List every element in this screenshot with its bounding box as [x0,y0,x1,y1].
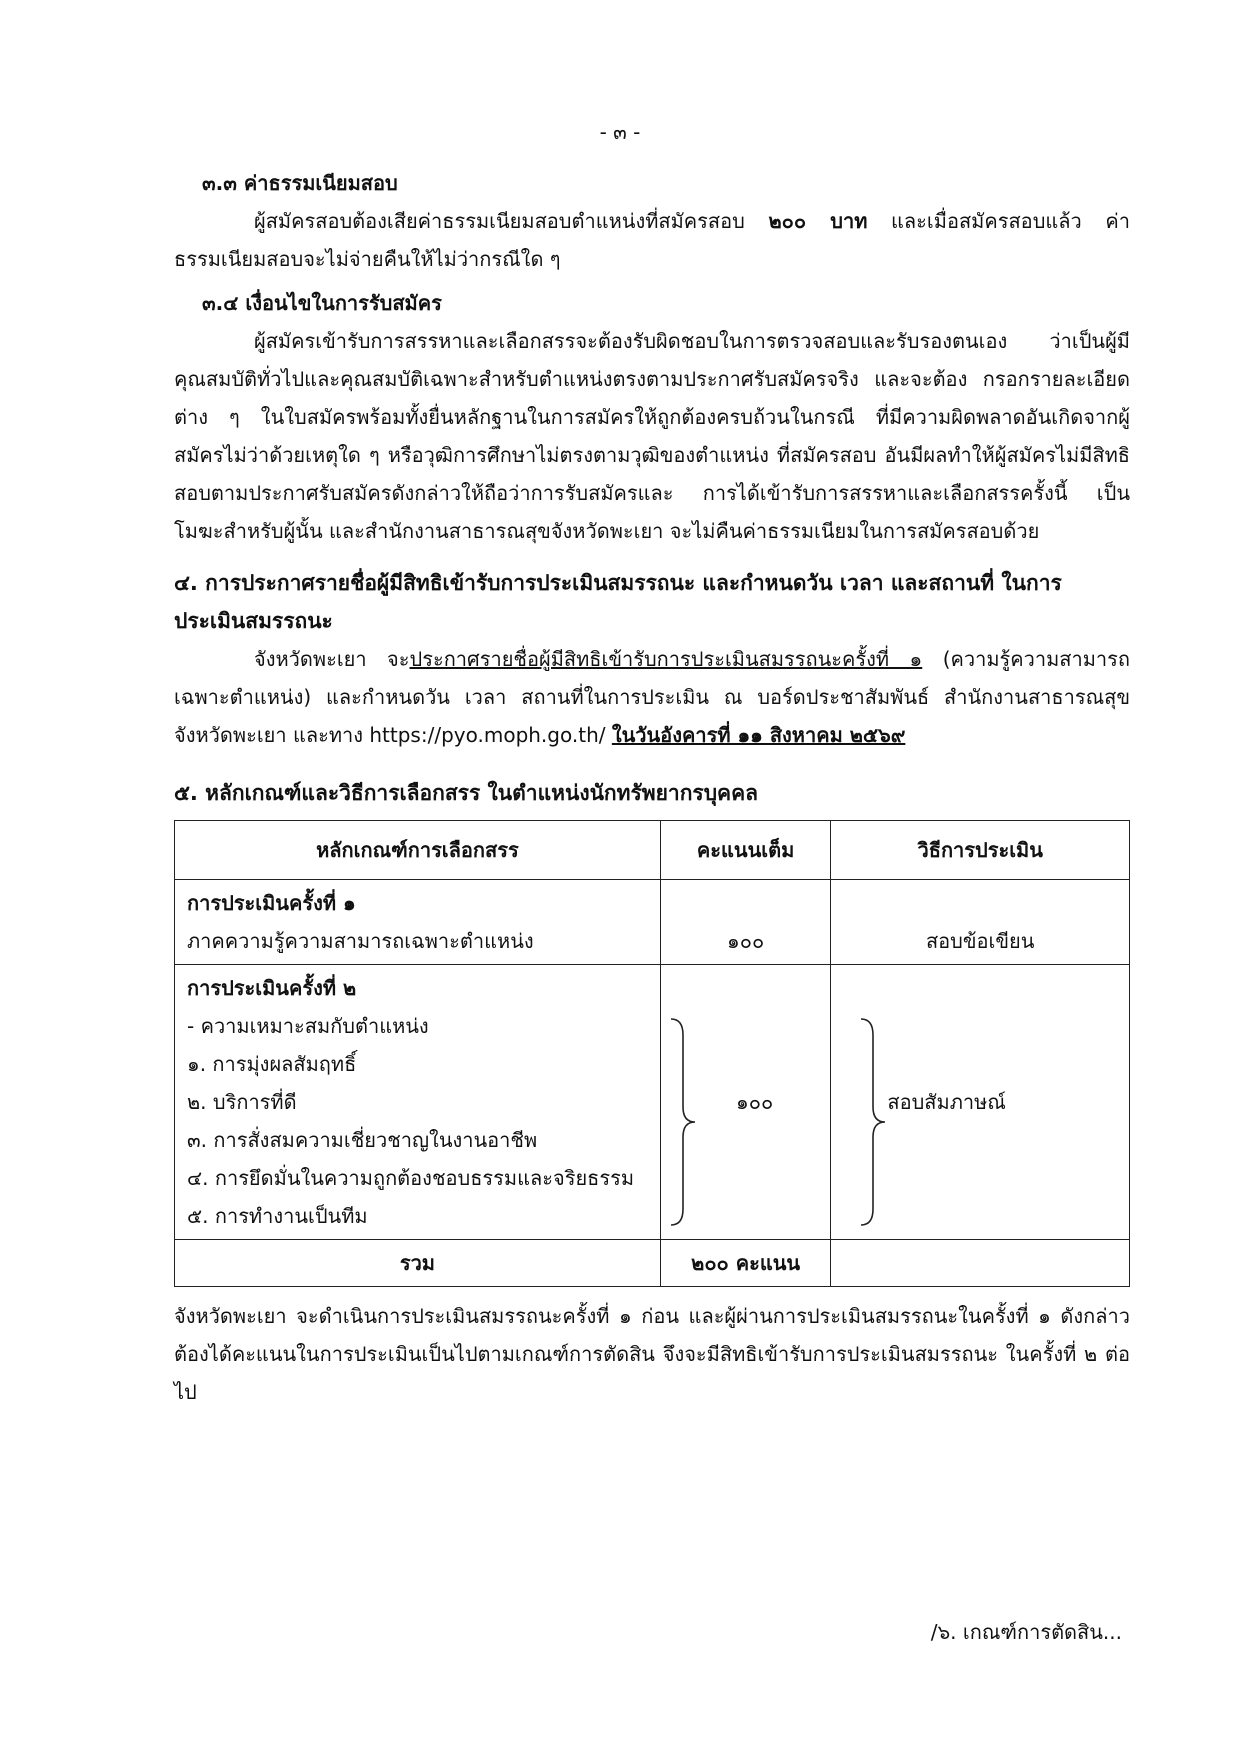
round-2-item: ๓. การสั่งสมความเชี่ยวชาญในงานอาชีพ [187,1128,538,1152]
section-3-3-text-a: ผู้สมัครสอบต้องเสียค่าธรรมเนียมสอบตำแหน่งที่สมัครสอบ [254,209,769,233]
selection-criteria-table [174,820,1130,1287]
round-2-score: ๑๐๐ [736,1090,774,1114]
section-4-text-b: (ความรู้ความสามารถเฉพาะตำแหน่ง) และกำหนดวัน เวลา สถานที่ในการประเมิน ณ บอร์ดประชาสัมพันธ์ สำนักงานสาธารณสุขจังหวัดพะเยา และทาง https://pyo.moph.go.th/ [174,647,1130,747]
table-row-round-2 [175,965,1130,1240]
round-1-score: ๑๐๐ [660,880,831,965]
section-4-body [174,640,1130,754]
total-method [831,1240,1130,1287]
round-1-method: สอบข้อเขียน [831,880,1130,965]
header-full-score: คะแนนเต็ม [660,821,831,880]
round-2-item: ๔. การยึดมั่นในความถูกต้องชอบธรรมและจริยธรรม [187,1166,635,1190]
round-2-score-cell [660,965,831,1240]
announcement-text: ประกาศรายชื่อผู้มีสิทธิเข้ารับการประเมินสมรรถนะครั้งที่ ๑ [409,647,923,671]
round-1-title: การประเมินครั้งที่ ๑ [187,891,356,915]
table-header-row [175,821,1130,880]
round-2-criteria-cell [175,965,661,1240]
next-page-reference: /๖. เกณฑ์การตัดสิน... [930,1620,1122,1644]
section-4-text-a: จังหวัดพะเยา จะ [254,647,410,671]
section-3-3-body [174,202,1130,278]
round-1-item: ภาคความรู้ความสามารถเฉพาะตำแหน่ง [187,929,534,953]
round-2-method: สอบสัมภาษณ์ [887,1090,1006,1114]
announcement-date: ในวันอังคารที่ ๑๑ สิงหาคม ๒๕๖๙ [611,723,906,747]
page-number: - ๓ - [599,120,641,144]
round-2-item: - ความเหมาะสมกับตำแหน่ง [187,1014,429,1038]
section-5-heading: ๕. หลักเกณฑ์และวิธีการเลือกสรร ในตำแหน่งนักทรัพยากรบุคคล [174,781,759,805]
round-2-method-cell [831,965,1130,1240]
table-row-total [175,1240,1130,1287]
header-method: วิธีการประเมิน [831,821,1130,880]
brace-icon [665,1015,705,1229]
round-2-item: ๑. การมุ่งผลสัมฤทธิ์ [187,1052,357,1076]
total-score: ๒๐๐ คะแนน [660,1240,831,1287]
table-row-round-1 [175,880,1130,965]
section-4-heading: ๔. การประกาศรายชื่อผู้มีสิทธิเข้ารับการประเมินสมรรถนะ และกำหนดวัน เวลา และสถานที่ ในการประเมินสมรรถนะ [174,571,1062,633]
total-label: รวม [175,1240,661,1287]
round-1-criteria-cell [175,880,661,965]
section-3-3-text-b: และเมื่อสมัครสอบแล้ว ค่าธรรมเนียมสอบจะไม่จ่ายคืนให้ไม่ว่ากรณีใด ๆ [174,209,1130,271]
exam-fee: ๒๐๐ บาท [768,209,868,233]
document-body [174,160,1130,1411]
section-5-note: จังหวัดพะเยา จะดำเนินการประเมินสมรรถนะครั้งที่ ๑ ก่อน และผู้ผ่านการประเมินสมรรถนะในครั้งที่ ๑ ดังกล่าวต้องได้คะแนนในการประเมินเป็นไปตามเกณฑ์การตัดสิน จึงจะมีสิทธิเข้ารับการประเมินสมรรถนะ ในครั้งที่ ๒ ต่อไป [174,1304,1130,1404]
section-3-4-body: ผู้สมัครเข้ารับการสรรหาและเลือกสรรจะต้องรับผิดชอบในการตรวจสอบและรับรองตนเอง ว่าเป็นผู้มีคุณสมบัติทั่วไปและคุณสมบัติเฉพาะสำหรับตำแหน่งตรงตามประกาศรับสมัครจริง และจะต้อง กรอกรายละเอียดต่าง ๆ ในใบสมัครพร้อมทั้งยื่นหลักฐานในการสมัครให้ถูกต้องครบถ้วนในกรณี ที่มีความผิดพลาดอันเกิดจากผู้สมัครไม่ว่าด้วยเหตุใด ๆ หรือวุฒิการศึกษาไม่ตรงตามวุฒิของตำแหน่ง ที่สมัครสอบ อันมีผลทำให้ผู้สมัครไม่มีสิทธิสอบตามประกาศรับสมัครดังกล่าวให้ถือว่าการรับสมัครและ การได้เข้ารับการสรรหาและเลือกสรรครั้งนี้ เป็นโมฆะสำหรับผู้นั้น และสำนักงานสาธารณสุขจังหวัดพะเยา จะไม่คืนค่าธรรมเนียมในการสมัครสอบด้วย [174,329,1130,543]
section-3-4-heading: ๓.๔ เงื่อนไขในการรับสมัคร [202,291,442,315]
round-2-title: การประเมินครั้งที่ ๒ [187,976,357,1000]
header-criteria: หลักเกณฑ์การเลือกสรร [175,821,661,880]
brace-icon [855,1015,895,1229]
round-2-item: ๒. บริการที่ดี [187,1090,297,1114]
section-3-3-heading: ๓.๓ ค่าธรรมเนียมสอบ [202,171,398,195]
round-2-item: ๕. การทำงานเป็นทีม [187,1204,368,1228]
